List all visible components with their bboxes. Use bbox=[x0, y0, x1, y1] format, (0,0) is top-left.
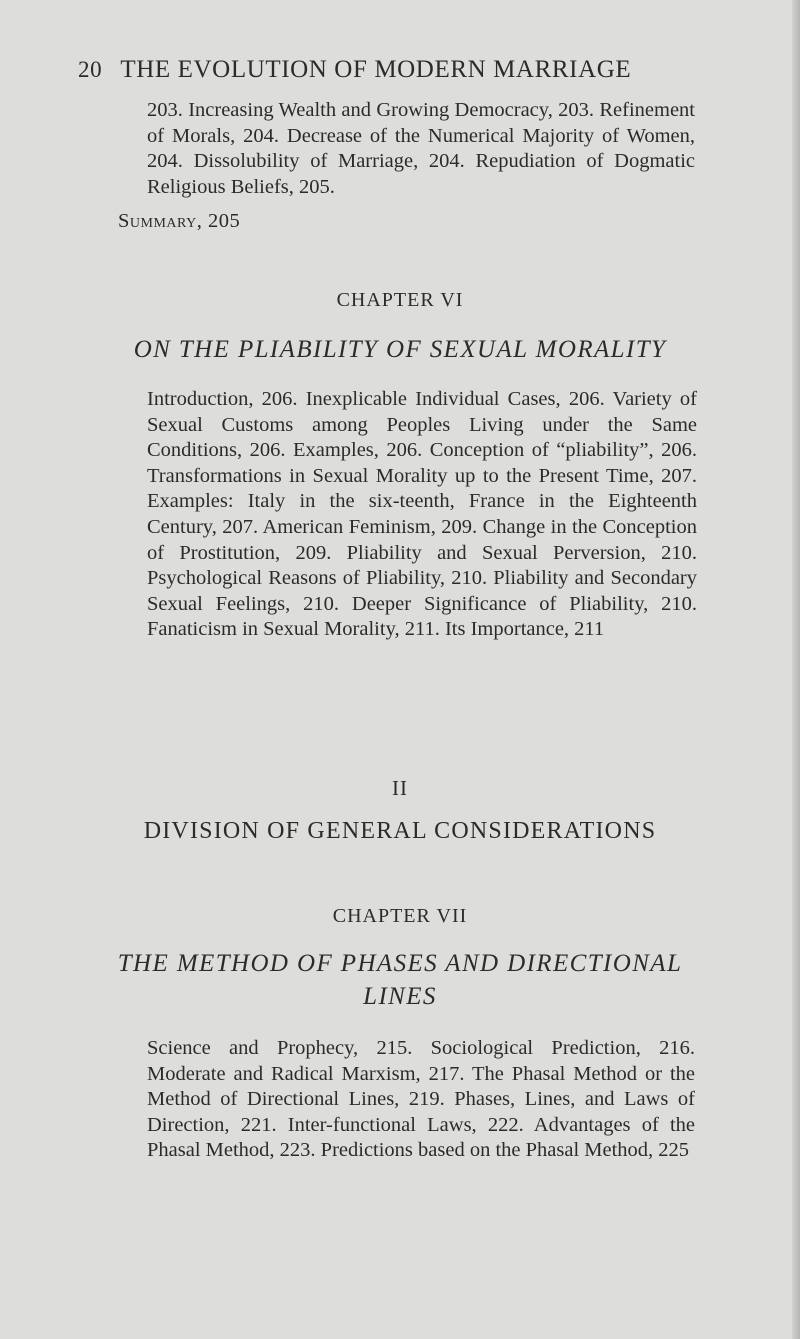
summary-entry: Summary, 205 bbox=[118, 210, 241, 232]
chapter-vii-title-line1: THE METHOD OF PHASES AND DIRECTIONAL bbox=[117, 950, 683, 977]
running-head bbox=[78, 56, 718, 84]
chapter-vii-label: CHAPTER VII bbox=[332, 905, 468, 927]
chapter-vii-title-line2: LINES bbox=[363, 983, 437, 1010]
chapter-vii-contents: Science and Prophecy, 215. Sociological Prediction, 216. Moderate and Radical Marxism, 217. The Phasal Method or the Method of Directional Lines, 219. Phases, Lines, and Laws of Direction, 221. Inter-functional Laws, 222. Advantages of the Phasal Method, 223. Predictions based on the Phasal Method, 225 bbox=[147, 1037, 695, 1162]
chapter-vi-label: CHAPTER VI bbox=[336, 289, 464, 311]
division-numeral: II bbox=[392, 776, 408, 800]
division-title: DIVISION OF GENERAL CONSIDERATIONS bbox=[143, 818, 657, 844]
chapter-vi-title: ON THE PLIABILITY OF SEXUAL MORALITY bbox=[133, 336, 667, 363]
chapter-vi-contents: Introduction, 206. Inexplicable Individual Cases, 206. Variety of Sexual Customs among Peoples Living under the Same Conditions, 206. Examples, 206. Conception of “pliability”, 206. Transformations in Sexual Morality up to the Present Time, 207. Examples: Italy in the six-teenth, France in the Eighteenth Century, 207. American Feminism, 209. Change in the Conception of Prostitution, 209. Pliability and Sexual Perversion, 210. Psychological Reasons of Pliability, 210. Pliability and Secondary Sexual Feelings, 210. Deeper Significance of Pliability, 210. Fanaticism in Sexual Morality, 211. Its Importance, 211 bbox=[147, 388, 697, 641]
page-number: 20 bbox=[78, 57, 103, 82]
continuation-paragraph: 203. Increasing Wealth and Growing Democracy, 203. Refinement of Morals, 204. Decrease of the Numerical Majority of Women, 204. Dissolubility of Marriage, 204. Repudiation of Dogmatic Religious Beliefs, 205. bbox=[147, 99, 695, 198]
page-edge-shadow bbox=[792, 0, 800, 1339]
running-head-title: THE EVOLUTION OF MODERN MARRIAGE bbox=[120, 56, 632, 83]
